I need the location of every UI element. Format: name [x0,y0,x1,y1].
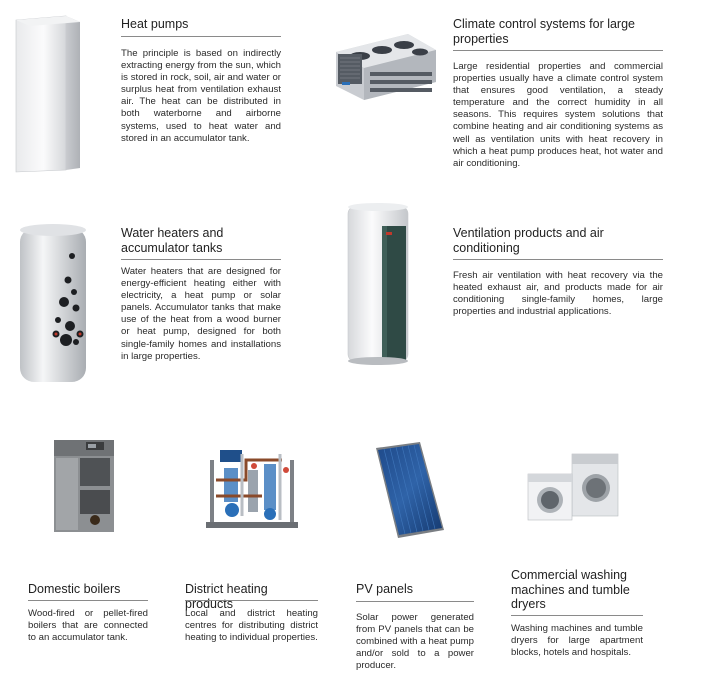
heat-pumps-text: The principle is based on indirectly extracting energy from the sun, which is stored in rock, soil, air and water or surplus heat from ventilation exhaust air. The heat can be distributed in both waterborne and airborne systems, used to heat water and stored in an accumulator tank. [121,48,281,144]
accumulator-tank-image [18,222,90,384]
pv-panels-text: Solar power generated from PV panels that can be combined with a heat pump and/or sold to a power producer. [356,612,474,672]
climate-control-title: Climate control systems for large properties [453,17,636,46]
water-heaters-text: Water heaters that are designed for energy-efficient heating either with electricity, a heat pump or solar panels. Accumulator tanks that make use of the heat from a wood burner or heat pump, designed for both single-family homes and installations in large properties. [121,266,281,362]
washing-machines-image [526,452,622,522]
pv-panels-divider [356,601,474,602]
washing-divider [511,615,643,616]
domestic-boilers-divider [28,600,148,601]
pv-panel-image [372,440,448,540]
ventilation-title: Ventilation products and air conditioning [453,226,604,255]
climate-control-divider [453,50,663,51]
heat-pumps-divider [121,36,281,37]
domestic-boilers-title: Domestic boilers [28,582,121,596]
washing-title: Commercial washing machines and tumble dryers [511,568,630,611]
heat-pumps-title: Heat pumps [121,17,189,31]
domestic-boiler-image [50,434,118,534]
district-heating-title: District heating products [185,582,268,611]
district-heating-image [202,440,302,536]
washing-text: Washing machines and tumble dryers for large apartment blocks, hotels and hospitals. [511,623,643,659]
district-heating-text: Local and district heating centres for distributing district heating to individual properties. [185,608,318,644]
ventilation-unit-image [346,202,412,366]
ventilation-divider [453,259,663,260]
pv-panels-title: PV panels [356,582,413,596]
climate-control-text: Large residential properties and commercial properties usually have a climate control system that ensures good ventilation, a steady temperature and the correct humidity in all seasons. This requires system solutions that combine heating and air conditioning systems as well as ventilation units with heat recovery in which a heat pump produces heat, hot water and air conditioning. [453,61,663,169]
climate-control-unit-image [330,22,440,102]
domestic-boilers-text: Wood-fired or pellet-fired boilers that are connected to an accumulator tank. [28,608,148,644]
district-heating-divider [185,600,318,601]
water-heaters-title: Water heaters and accumulator tanks [121,226,224,255]
ventilation-text: Fresh air ventilation with heat recovery via the heated exhaust air, and products made for air conditioning single-family homes, large properties and industrial applications. [453,270,663,318]
water-heaters-divider [121,259,281,260]
heat-pump-image [14,14,84,176]
